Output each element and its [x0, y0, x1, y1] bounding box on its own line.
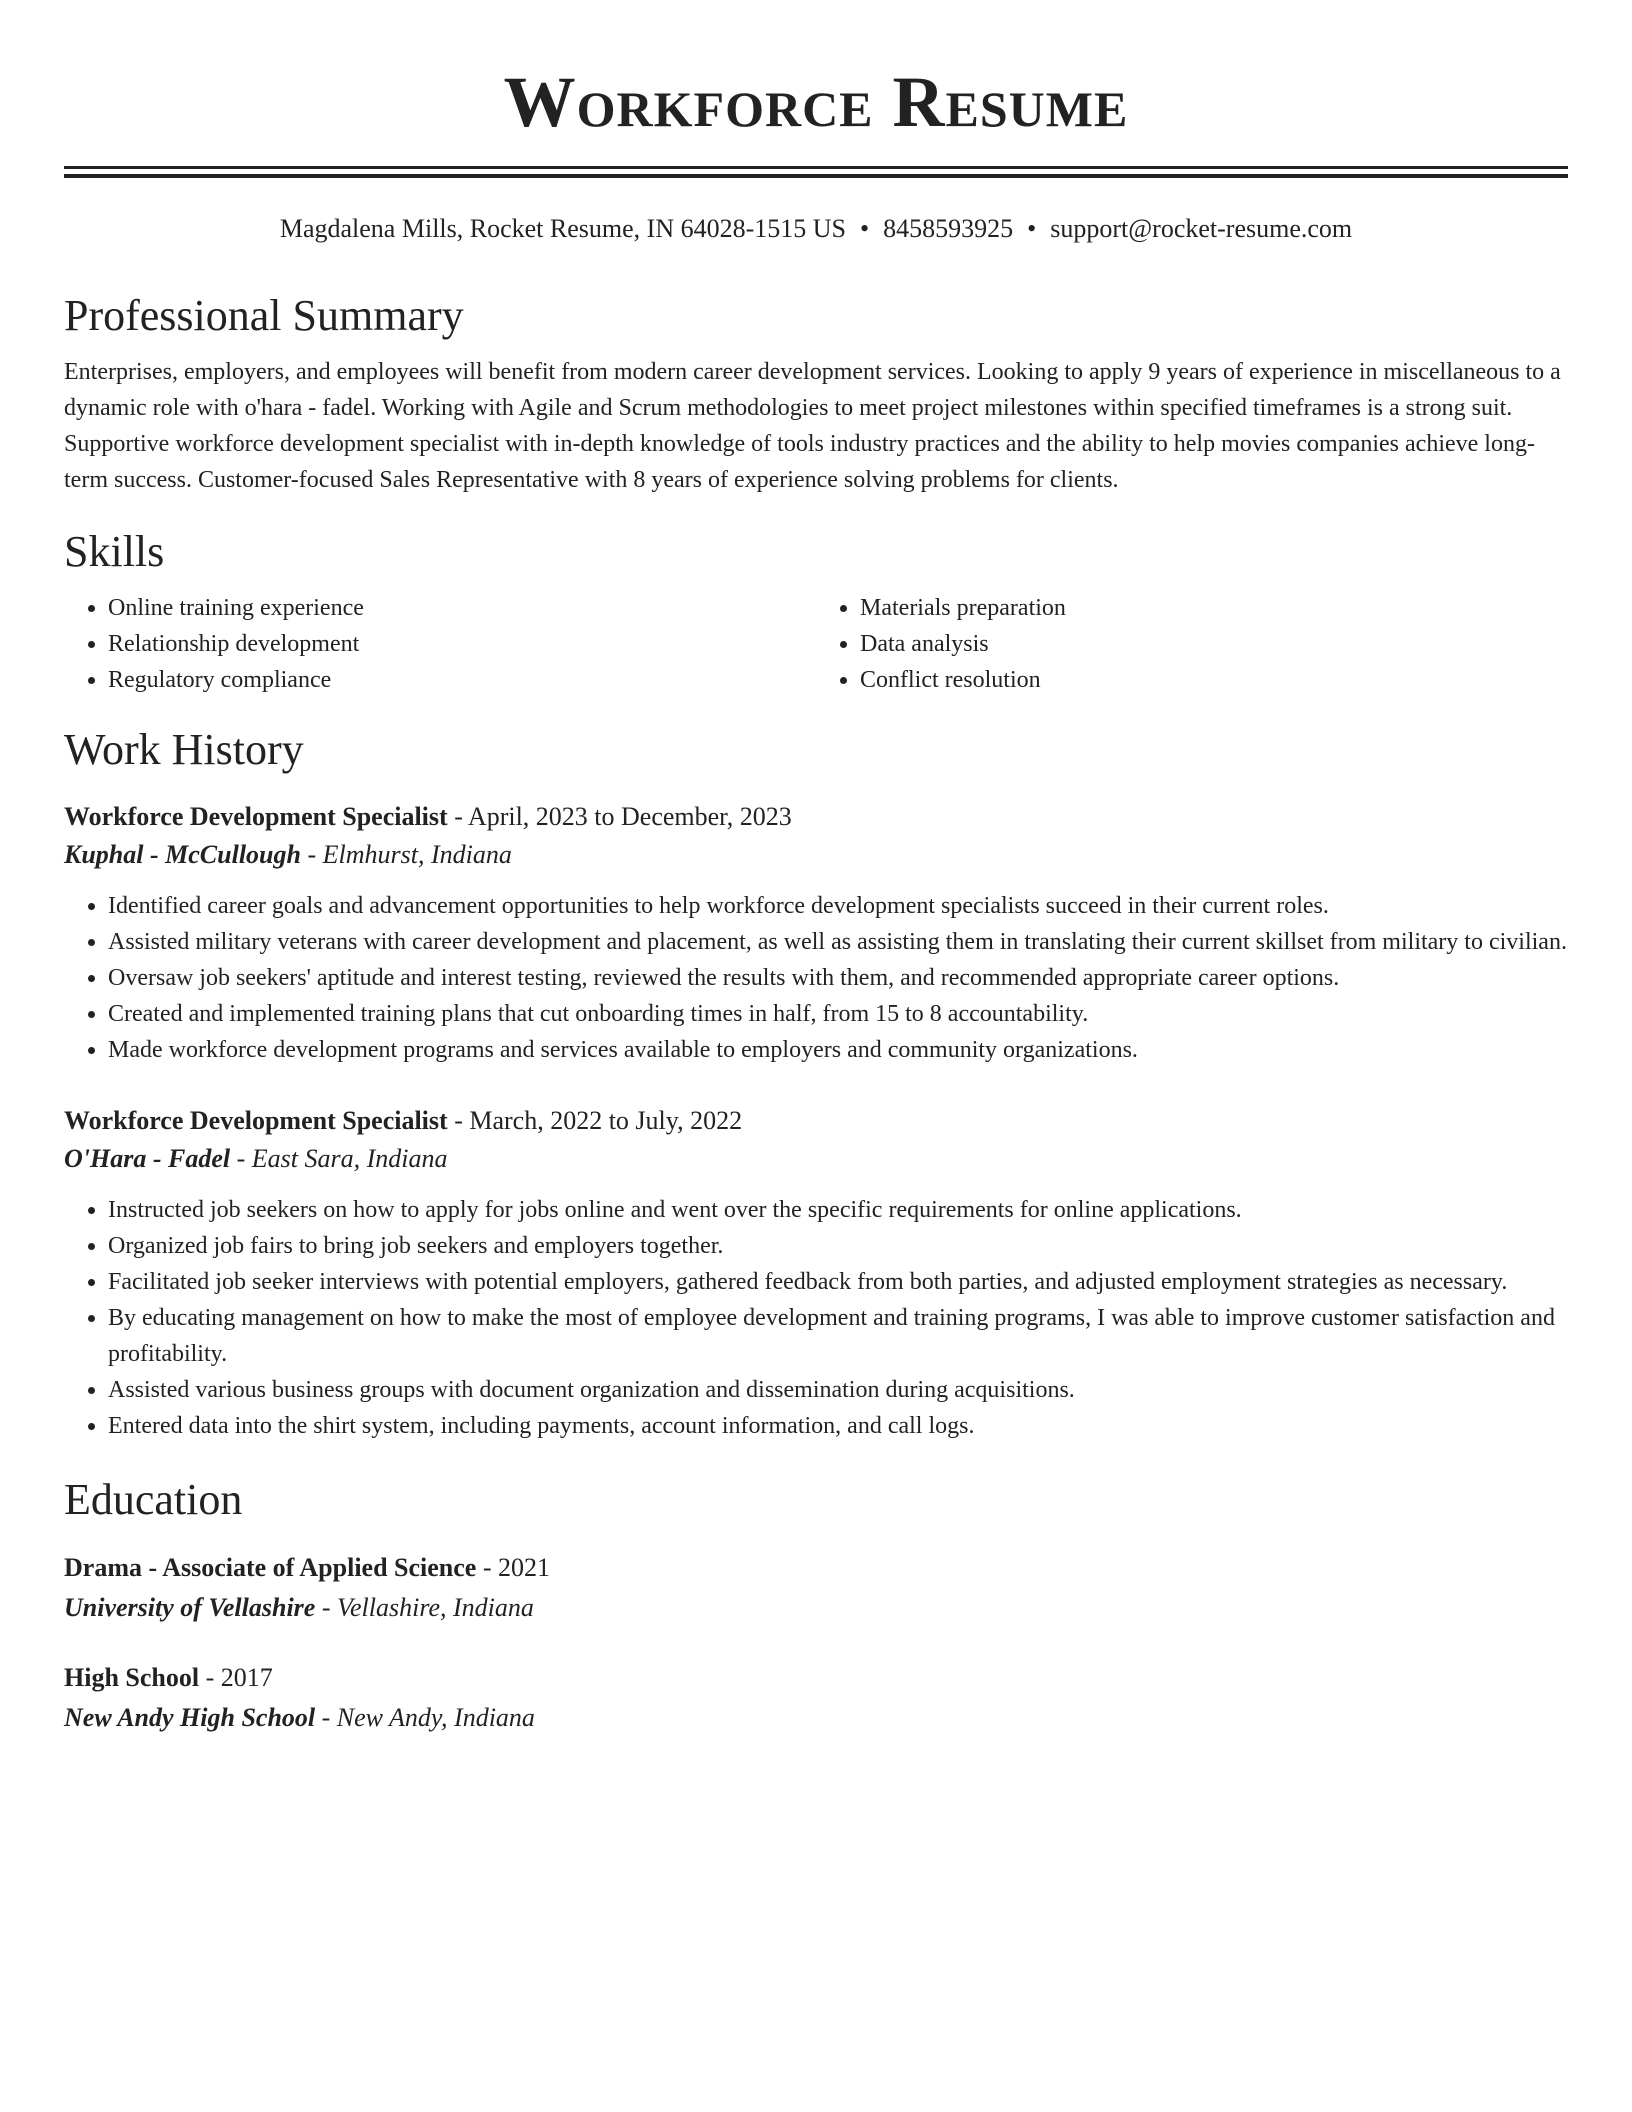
education-school-line: [64, 1698, 1568, 1738]
duty-item: • Identified career goals and advancement opportunities to help workforce development specialists succeed in their current roles.: [108, 888, 1568, 924]
contact-email: support@rocket-resume.com: [1050, 214, 1353, 243]
duty-item: • Instructed job seekers on how to apply for jobs online and went over the specific requirements for online applications.: [108, 1192, 1568, 1228]
contact-line: [64, 212, 1568, 246]
duty-item: • Facilitated job seeker interviews with potential employers, gathered feedback from both parties, and adjusted employment strategies as necessary.: [108, 1264, 1568, 1300]
job-header: [64, 1102, 1568, 1140]
education-year: - 2021: [476, 1553, 551, 1582]
contact-separator: •: [860, 214, 870, 243]
education-school-line: [64, 1588, 1568, 1628]
education-heading: Education: [64, 1475, 243, 1524]
job-company: Kuphal - McCullough: [64, 840, 301, 869]
duty-item: • By educating management on how to make the most of employee development and training programs, I was able to improve customer satisfaction and profitability.: [108, 1300, 1568, 1372]
duty-item: • Organized job fairs to bring job seekers and employers together.: [108, 1228, 1568, 1264]
duty-item: • Created and implemented training plans that cut onboarding times in half, from 15 to 8 accountability.: [108, 996, 1568, 1032]
job-entry: [64, 1102, 1568, 1444]
job-duties: [64, 888, 1568, 1068]
skill-item: • Materials preparation: [860, 590, 1568, 626]
job-duties: [64, 1192, 1568, 1444]
job-location: - Elmhurst, Indiana: [300, 840, 512, 869]
skill-item: • Data analysis: [860, 626, 1568, 662]
education-school: University of Vellashire: [64, 1593, 316, 1622]
education-year: - 2017: [199, 1663, 273, 1692]
skill-item: • Relationship development: [108, 626, 816, 662]
education-degree: Drama - Associate of Applied Science: [64, 1553, 477, 1582]
contact-phone: 8458593925: [883, 214, 1014, 243]
title-divider: [64, 166, 1568, 178]
skills-column-left: [64, 590, 816, 698]
contact-separator: •: [1027, 214, 1037, 243]
skills-heading: Skills: [64, 527, 165, 576]
job-entry: [64, 798, 1568, 1068]
job-company-line: [64, 1140, 1568, 1178]
education-degree: High School: [64, 1663, 200, 1692]
education-location: - New Andy, Indiana: [315, 1703, 535, 1732]
job-company-line: [64, 836, 1568, 874]
skill-item: • Conflict resolution: [860, 662, 1568, 698]
job-title: Workforce Development Specialist: [64, 1106, 448, 1135]
duty-item: • Entered data into the shirt system, including payments, account information, and call logs.: [108, 1408, 1568, 1444]
education-header: [64, 1658, 1568, 1698]
education-header: [64, 1548, 1568, 1588]
skills-column-right: [816, 590, 1568, 698]
job-title: Workforce Development Specialist: [64, 802, 448, 831]
duty-item: • Made workforce development programs and services available to employers and community organizations.: [108, 1032, 1568, 1068]
job-dates: - March, 2022 to July, 2022: [447, 1106, 743, 1135]
education-entry: [64, 1548, 1568, 1628]
duty-item: • Assisted military veterans with career development and placement, as well as assisting them in translating their current skillset from military to civilian.: [108, 924, 1568, 960]
contact-address: Magdalena Mills, Rocket Resume, IN 64028-1515 US: [279, 214, 846, 243]
job-header: [64, 798, 1568, 836]
skill-item: • Regulatory compliance: [108, 662, 816, 698]
duty-item: • Assisted various business groups with document organization and dissemination during acquisitions.: [108, 1372, 1568, 1408]
work-history-heading: Work History: [64, 725, 304, 774]
resume-title: Workforce Resume: [503, 62, 1129, 142]
summary-text: Enterprises, employers, and employees will benefit from modern career development services. Looking to apply 9 years of experience in miscellaneous to a dynamic role with o'hara - fadel. Working with Agile and Scrum methodologies to meet project milestones within specified timeframes is a strong suit. Supportive workforce development specialist with in-depth knowledge of tools industry practices and the ability to help movies companies achieve long-term success. Customer-focused Sales Representative with 8 years of experience solving problems for clients.: [64, 359, 1561, 493]
duty-item: • Oversaw job seekers' aptitude and interest testing, reviewed the results with them, and recommended appropriate career options.: [108, 960, 1568, 996]
job-company: O'Hara - Fadel: [64, 1144, 231, 1173]
job-dates: - April, 2023 to December, 2023: [447, 802, 792, 831]
education-location: - Vellashire, Indiana: [315, 1593, 534, 1622]
summary-heading: Professional Summary: [64, 291, 464, 340]
skills-list: [64, 590, 1568, 698]
education-entry: [64, 1658, 1568, 1738]
skill-item: • Online training experience: [108, 590, 816, 626]
education-school: New Andy High School: [64, 1703, 316, 1732]
job-location: - East Sara, Indiana: [230, 1144, 448, 1173]
